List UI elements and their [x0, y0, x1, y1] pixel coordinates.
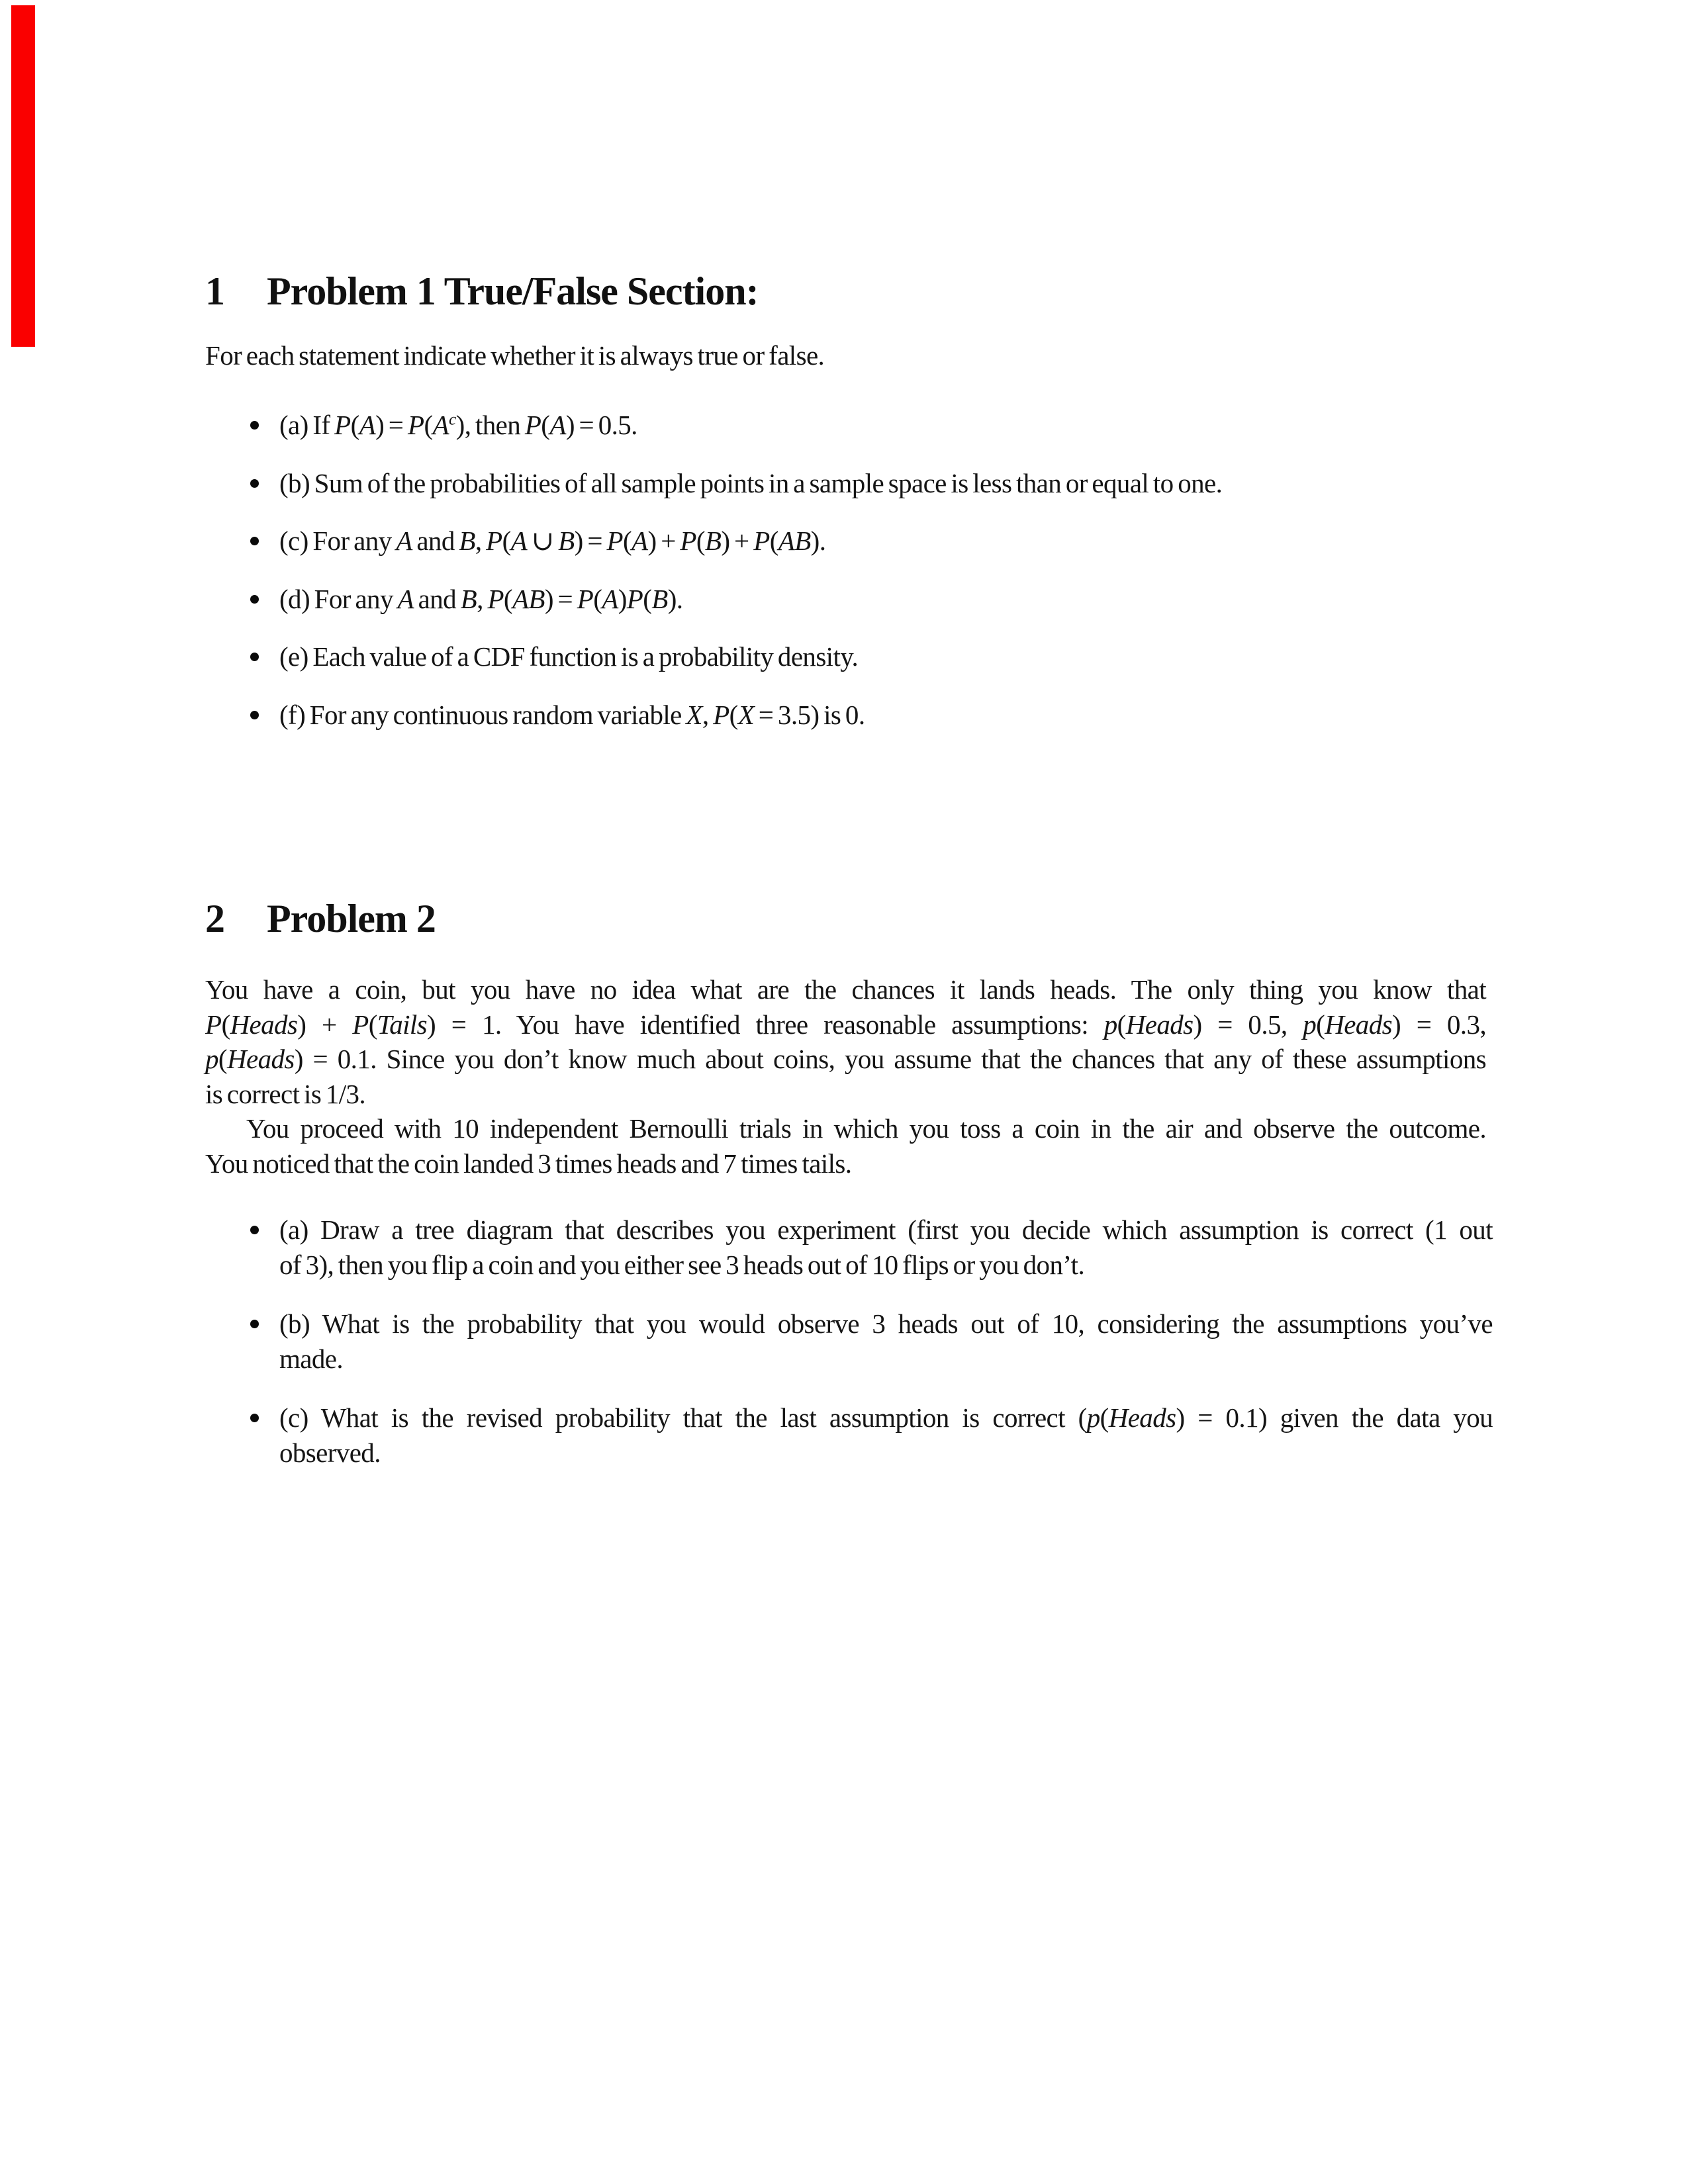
bullet-icon [250, 479, 259, 488]
list-item [279, 466, 1493, 501]
bullet-icon [250, 595, 259, 604]
text-line: (f) For any continuous random variable X, P(X = 3.5) is 0. [279, 699, 865, 730]
text-line: (c) What is the revised probability that the last assumption is correct (p(Heads) = 0.1) given the data you [279, 1402, 1493, 1433]
section1-heading [205, 271, 1486, 311]
text-line: You have a coin, but you have no idea what are the chances it lands heads. The only thing you know that [205, 974, 1486, 1005]
list-item [279, 1212, 1493, 1282]
list-item [279, 1306, 1493, 1376]
list-item [279, 408, 1493, 443]
section1-number: 1 [205, 269, 224, 313]
list-item [279, 1400, 1493, 1470]
section2-number: 2 [205, 897, 224, 940]
list-item [279, 698, 1493, 733]
bullet-icon [250, 1226, 259, 1234]
text-line: You noticed that the coin landed 3 times heads and 7 times tails. [205, 1148, 852, 1179]
section2-title: Problem 2 [267, 897, 436, 940]
list-item [279, 582, 1493, 617]
section2-heading [205, 899, 1486, 938]
text-line: P(Heads) + P(Tails) = 1. You have identified three reasonable assumptions: p(Heads) = 0.5, p(Heads) = 0.3, [205, 1009, 1486, 1040]
bullet-icon [250, 1414, 259, 1422]
text-line: made. [279, 1343, 344, 1374]
list-item [279, 639, 1493, 674]
bullet-icon [250, 653, 259, 661]
list-item [279, 523, 1493, 559]
section1-intro: For each statement indicate whether it is always true or false. [205, 340, 825, 371]
text-line: observed. [279, 1437, 381, 1468]
text-line: p(Heads) = 0.1. Since you don’t know much about coins, you assume that the chances that any of these assumptions [205, 1044, 1486, 1074]
text-line: (b) What is the probability that you would observe 3 heads out of 10, considering the assumptions you’ve [279, 1308, 1493, 1339]
bullet-icon [250, 537, 259, 545]
bullet-icon [250, 421, 259, 430]
section2-item-list [279, 1212, 1493, 1494]
text-line: is correct is 1/3. [205, 1078, 366, 1109]
bullet-icon [250, 1320, 259, 1328]
section2-paragraph-2 [205, 1111, 1486, 1181]
text-line: (b) Sum of the probabilities of all sample points in a sample space is less than or equal to one. [279, 467, 1223, 498]
text-line: of 3), then you flip a coin and you either see 3 heads out of 10 flips or you don’t. [279, 1249, 1085, 1280]
text-line: (e) Each value of a CDF function is a probability density. [279, 641, 859, 672]
text-line: (a) If $P(A) = P(A^c)$, then P(A) = 0.5. [279, 410, 637, 440]
red-marker-bar [11, 5, 35, 347]
text-line: (c) For any A and B, P(A ∪ B) = P(A) + P(B) + P(AB). [279, 525, 826, 556]
section1-item-list [279, 408, 1493, 755]
text-line: (a) Draw a tree diagram that describes you experiment (first you decide which assumption is correct (1 out [279, 1214, 1493, 1245]
section2-paragraph-1 [205, 972, 1486, 1111]
section1-title: Problem 1 True/False Section: [267, 269, 759, 313]
text-line: (d) For any A and B, P(AB) = P(A)P(B). [279, 583, 683, 614]
text-line: You proceed with 10 independent Bernoulli trials in which you toss a coin in the air and observe the outcome. [246, 1113, 1486, 1144]
bullet-icon [250, 711, 259, 719]
